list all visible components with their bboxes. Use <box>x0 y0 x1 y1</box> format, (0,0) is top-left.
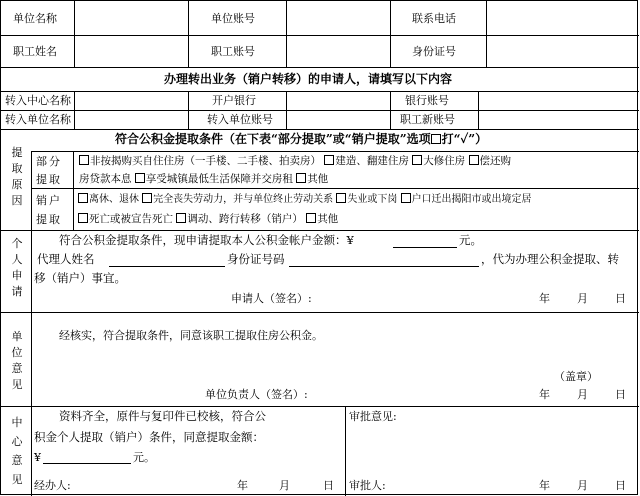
date-month: 月 <box>577 388 588 401</box>
checkbox[interactable] <box>142 193 152 203</box>
rule <box>188 91 189 129</box>
in-unit-label: 转入单位名称 <box>5 113 71 126</box>
checkbox-icon <box>431 134 441 144</box>
personal-line1-unit: 元。 <box>459 233 482 247</box>
agent-text: ，代为办理公积金提取、转 <box>481 252 619 266</box>
in-unit-account-label: 转入单位账号 <box>207 113 273 126</box>
partial-option: 大修住房 <box>423 155 466 167</box>
rule <box>74 91 75 129</box>
partial-option-text: 房贷款本息 <box>79 173 132 185</box>
contact-phone-label: 联系电话 <box>412 12 456 25</box>
rule <box>1 110 639 111</box>
rule <box>31 230 32 496</box>
rule <box>1 35 639 36</box>
closing-option: 其他 <box>317 213 339 225</box>
date-month: 月 <box>279 479 290 492</box>
rule <box>31 151 639 152</box>
center-opinion-label: 中心意见 <box>11 416 23 486</box>
id-number-label: 身份证号 <box>412 45 456 58</box>
checkbox[interactable] <box>78 213 88 223</box>
unit-opinion-text: 经核实，符合提取条件，同意该职工提取住房公积金。 <box>59 329 323 342</box>
agent-name-label: 代理人姓名 <box>37 252 95 266</box>
closing-label: 销户提取 <box>36 194 62 226</box>
rule <box>1 406 639 407</box>
date-year: 年 <box>237 479 248 492</box>
rule <box>478 91 479 129</box>
partial-option: 享受城镇最低生活保障并交房租 <box>145 173 293 185</box>
closing-options-row1 <box>78 193 532 206</box>
date-day: 日 <box>615 479 626 492</box>
rule <box>286 1 287 67</box>
checkbox[interactable] <box>79 155 89 165</box>
checkbox[interactable] <box>324 155 334 165</box>
checkbox[interactable] <box>401 193 411 203</box>
approver-label: 审批人: <box>349 479 386 492</box>
rule <box>390 1 391 67</box>
rule <box>31 151 32 230</box>
center-amount-symbol: ¥ <box>34 451 41 464</box>
transfer-section-title: 办理转出业务（销户转移）的申请人，请填写以下内容 <box>164 72 453 86</box>
partial-option: 非按揭购买自住住房（一手楼、二手楼、拍卖房） <box>90 155 321 167</box>
center-opinion-line1: 资料齐全，原件与复印件已校核，符合公 <box>59 409 266 423</box>
closing-option: 户口迁出揭阳市或出境定居 <box>411 194 532 205</box>
closing-option: 失业或下岗 <box>347 194 398 205</box>
date-day: 日 <box>615 388 626 401</box>
conditions-title-text: 符合公积金提取条件（在下表“部分提取”或“销户提取”选项 <box>115 132 431 146</box>
checkbox[interactable] <box>336 193 346 203</box>
personal-line1-text: 符合公积金提取条件，现申请提取本人公积金帐户金额：¥ <box>59 233 354 247</box>
reason-label: 提取原因 <box>11 146 23 207</box>
agent-text-cont: 移（销户）事宜。 <box>34 271 126 285</box>
rule <box>188 1 189 67</box>
rule <box>1 129 639 130</box>
in-center-label: 转入中心名称 <box>5 94 71 107</box>
rule <box>1 91 639 92</box>
partial-option: 建造、翻建住房 <box>335 155 409 167</box>
checkbox[interactable] <box>306 213 316 223</box>
bank-account-label: 银行账号 <box>405 94 449 107</box>
new-employee-account-label: 职工新账号 <box>400 113 455 126</box>
applicant-signature-label: 申请人（签名）: <box>231 292 312 305</box>
approval-opinion-label: 审批意见: <box>349 410 397 423</box>
rule <box>286 91 287 129</box>
partial-options-row1 <box>79 155 511 168</box>
employee-name-label: 职工姓名 <box>13 45 57 58</box>
seal-label: （盖章） <box>554 370 598 383</box>
personal-label: 个人申请 <box>11 237 23 298</box>
rule <box>345 406 346 496</box>
closing-option: 死亡或被宣告死亡 <box>89 213 173 225</box>
checkbox[interactable] <box>78 193 88 203</box>
center-amount-underline <box>43 463 131 464</box>
checkbox[interactable] <box>412 155 422 165</box>
center-amount-unit: 元。 <box>133 451 155 464</box>
rule <box>31 188 639 189</box>
checkbox[interactable] <box>135 173 145 183</box>
partial-option: 其他 <box>307 173 329 185</box>
conditions-title-tail: 打“✓”） <box>441 132 488 146</box>
rule <box>390 91 391 129</box>
closing-options-row2 <box>78 213 338 226</box>
agent-id-label: 身份证号码 <box>227 252 285 266</box>
date-year: 年 <box>539 479 550 492</box>
employee-account-label: 职工账号 <box>211 45 255 58</box>
rule <box>1 312 639 313</box>
partial-label: 部分提取 <box>36 155 62 186</box>
closing-option: 完全丧失劳动力，并与单位终止劳动关系 <box>153 194 334 205</box>
partial-option: 偿还购 <box>479 155 512 167</box>
rule <box>1 67 639 68</box>
date-year: 年 <box>539 292 550 305</box>
checkbox[interactable] <box>469 155 479 165</box>
conditions-title <box>115 133 487 146</box>
unit-signature-label: 单位负责人（签名）: <box>205 388 308 401</box>
handler-label: 经办人: <box>34 479 71 492</box>
agent-id-underline <box>289 266 479 267</box>
agent-name-underline <box>109 266 225 267</box>
date-day: 日 <box>615 292 626 305</box>
date-month: 月 <box>577 292 588 305</box>
unit-name-label: 单位名称 <box>13 12 57 25</box>
closing-option: 调动、跨行转移（销户） <box>187 213 303 225</box>
date-month: 月 <box>577 479 588 492</box>
rule <box>486 1 487 67</box>
date-day: 日 <box>323 479 334 492</box>
closing-option: 离休、退休 <box>89 194 139 205</box>
amount-underline <box>393 247 457 248</box>
bank-label: 开户银行 <box>212 94 256 107</box>
center-opinion-line2: 积金个人提取（销户）条件，同意提取金额： <box>34 430 264 444</box>
unit-account-label: 单位账号 <box>211 12 255 25</box>
partial-options-row2 <box>79 173 328 186</box>
rule <box>73 151 74 230</box>
rule <box>74 1 75 67</box>
date-year: 年 <box>539 388 550 401</box>
checkbox[interactable] <box>176 213 186 223</box>
rule <box>1 230 639 231</box>
unit-opinion-label: 单位意见 <box>11 330 23 391</box>
checkbox[interactable] <box>296 173 306 183</box>
